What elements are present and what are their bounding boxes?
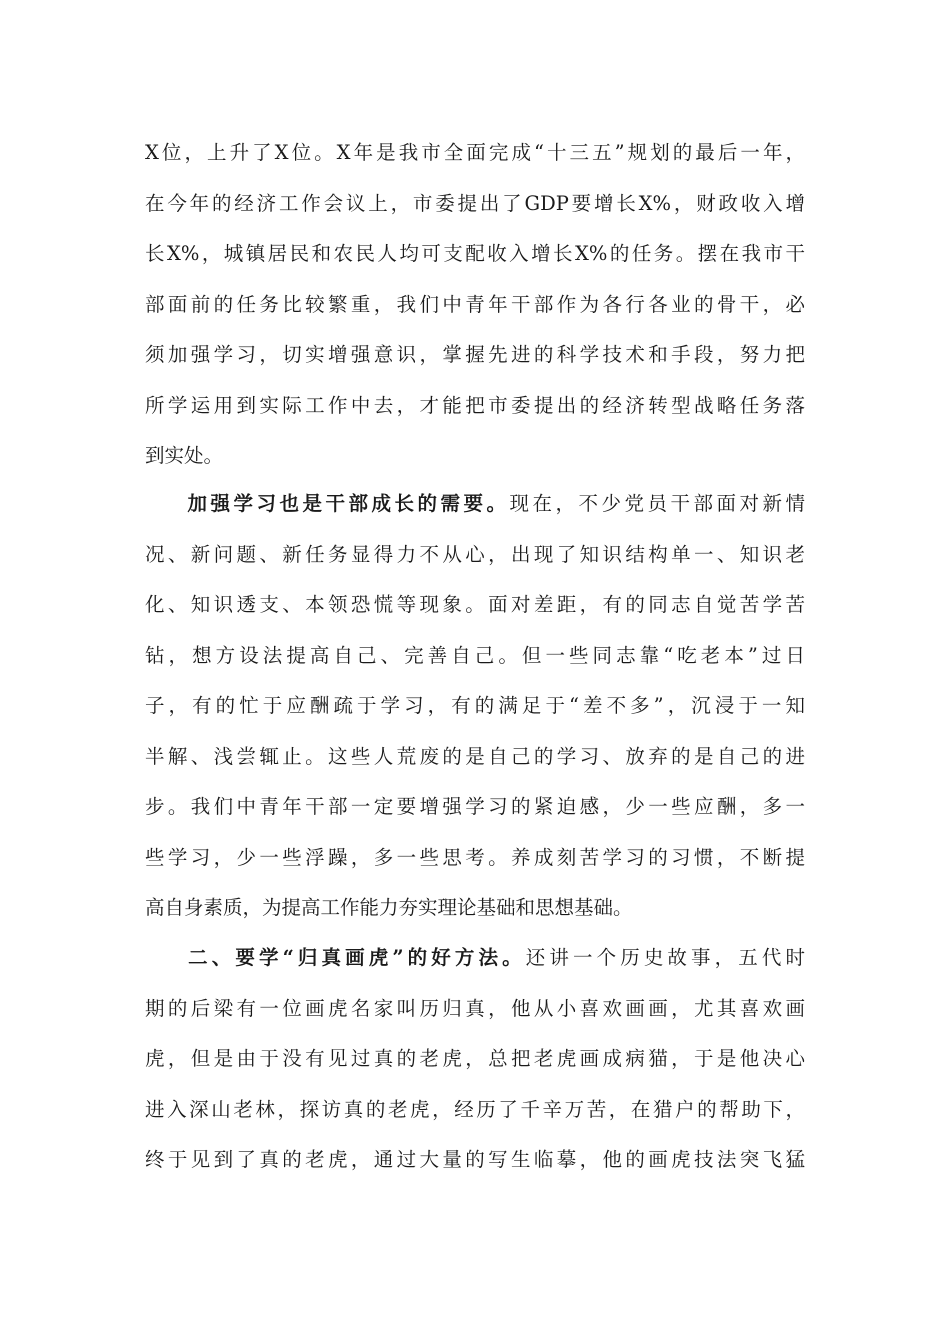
paragraph-2: [145, 479, 805, 934]
text-line: 些学习，少一些浮躁，多一些思考。养成刻苦学习的习惯，不断提: [145, 845, 805, 869]
text-line: 况、新问题、新任务显得力不从心，出现了知识结构单一、知识老: [145, 542, 805, 566]
text-line: 子，有的忙于应酬疏于学习，有的满足于“差不多”，沉浸于一知: [145, 694, 805, 717]
paragraph-heading: 加强学习也是干部成长的需要。: [184, 492, 510, 515]
text-line: 所学运用到实际工作中去，才能把市委提出的经济转型战略任务落: [145, 393, 805, 417]
text-line: 期的后梁有一位画虎名家叫历归真，他从小喜欢画画，尤其喜欢画: [145, 996, 805, 1020]
text-line: 钻，想方设法提高自己、完善自己。但一些同志靠“吃老本”过日: [145, 643, 805, 667]
text-run: 现在，不少党员干部面对新情: [509, 492, 805, 515]
text-line: 步。我们中青年干部一定要增强学习的紧迫感，少一些应酬，多一: [145, 795, 805, 818]
text-line: 到实处。: [145, 444, 224, 467]
text-line: X位，上升了X位。X年是我市全面完成“十三五”规划的最后一年，: [145, 141, 805, 164]
text-line: 须加强学习，切实增强意识，掌握先进的科学技术和手段，努力把: [145, 343, 805, 366]
text-line: 部面前的任务比较繁重，我们中青年干部作为各行各业的骨干，必: [145, 292, 805, 316]
section-heading: 二、要学“归真画虎”的好方法。: [184, 946, 526, 969]
text-line: 进入深山老林，探访真的老虎，经历了千辛万苦，在猎户的帮助下，: [145, 1097, 805, 1121]
text-line: 长X%，城镇居民和农民人均可支配收入增长X%的任务。摆在我市干: [145, 242, 805, 265]
text-line: 虎，但是由于没有见过真的老虎，总把老虎画成病猫，于是他决心: [145, 1047, 805, 1070]
text-line-first: [145, 479, 805, 530]
text-run: 还讲一个历史故事，五代时: [525, 946, 805, 969]
text-line: 半解、浅尝辄止。这些人荒废的是自己的学习、放弃的是自己的进: [145, 744, 805, 768]
text-line: 高自身素质，为提高工作能力夯实理论基础和思想基础。: [145, 896, 633, 919]
paragraph-3: [145, 933, 805, 1186]
text-line: 在今年的经济工作会议上，市委提出了GDP要增长X%，财政收入增: [145, 191, 805, 215]
text-line-first: [145, 933, 805, 984]
text-line: 化、知识透支、本领恐慌等现象。面对差距，有的同志自觉苦学苦: [145, 593, 805, 616]
paragraph-1: [145, 128, 805, 482]
text-line: 终于见到了真的老虎，通过大量的写生临摹，他的画虎技法突飞猛: [145, 1148, 805, 1171]
